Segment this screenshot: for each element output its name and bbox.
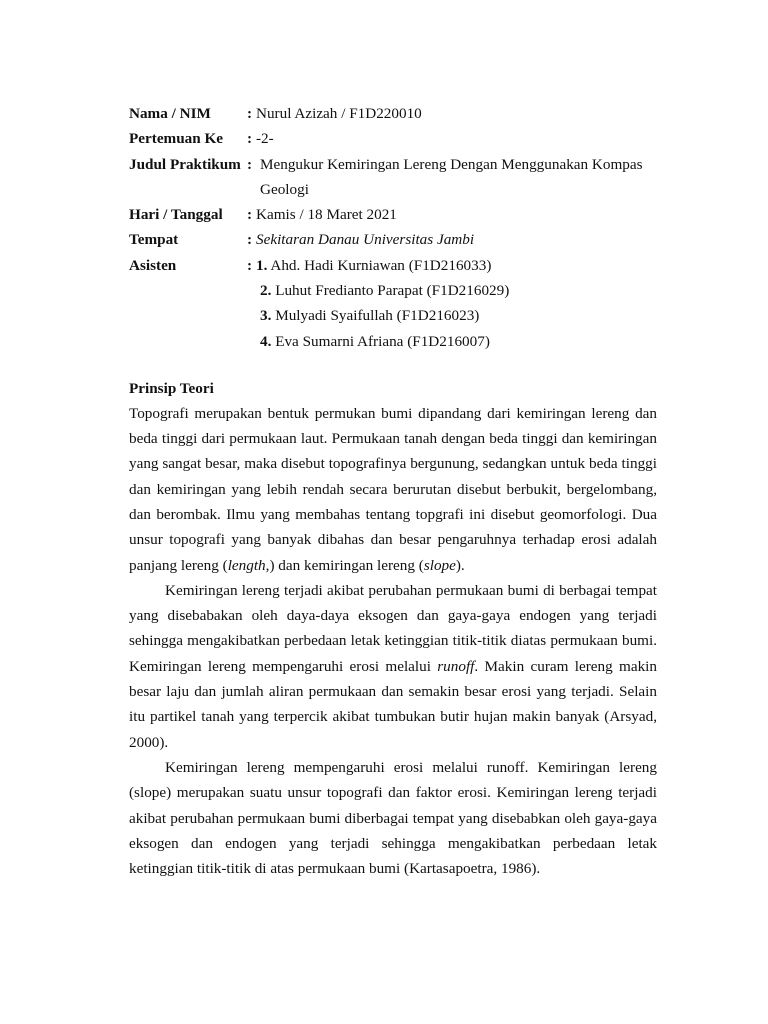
paragraph-1 xyxy=(129,401,657,578)
colon: : xyxy=(247,105,253,122)
asisten-number: 4. xyxy=(260,332,272,350)
nama-value: Nurul Azizah / F1D220010 xyxy=(256,105,422,122)
asisten-item xyxy=(256,253,491,278)
paragraph-2-text-2: . Makin curam lereng makin besar laju dan jumlah aliran permukaan dan semakin besar erosi yang terjadi. Selain itu partikel tanah yang terpercik akibat tumbukan butir hujan makin banyak (Arsyad, 2000). xyxy=(129,657,657,751)
asisten-number: 3. xyxy=(260,307,272,325)
paragraph-2-text: Kemiringan lereng terjadi akibat perubahan permukaan bumi di berbagai tempat yang disebabakan oleh daya-daya eksogen dan gaya-gaya endogen yang terjadi sehingga mengakibatkan perbedaan letak ketinggian titik-titik diatas permukaan bumi. Kemiringan lereng mempengaruhi erosi melalui xyxy=(129,581,657,675)
asisten-item xyxy=(260,303,479,328)
header-row-nama xyxy=(129,101,669,126)
header-row-judul-cont xyxy=(129,177,669,202)
pertemuan-label: Pertemuan Ke xyxy=(129,130,224,148)
term-length: length xyxy=(227,556,266,574)
colon: : xyxy=(247,256,253,274)
header-row-asisten-3 xyxy=(129,303,669,328)
paragraph-1-text-2: ,) dan kemiringan lereng ( xyxy=(265,556,424,574)
paragraph-1-text: Topografi merupakan bentuk permukan bumi dipandang dari kemiringan lereng dan beda tinggi dari permukaan laut. Permukaan tanah dengan beda tinggi dan kemiringan yang sangat besar, maka disebut topografinya bergunung, sedangkan untuk beda tinggi dan kemiringan yang lebih rendah secara berurutan disebut berbukit, bergelombang, dan berombak. Ilmu yang membahas tentang topgrafi ini disebut geomorfologi. Dua unsur topografi yang banyak dibahas dan besar pengaruhnya terhadap erosi adalah panjang lereng ( xyxy=(129,404,657,574)
asisten-name: Mulyadi Syaifullah (F1D216023) xyxy=(275,307,480,325)
judul-value: Mengukur Kemiringan Lereng Dengan Menggunakan Kompas xyxy=(260,155,643,173)
judul-value-cont: Geologi xyxy=(260,180,309,198)
colon: : xyxy=(247,130,253,148)
tempat-value: Sekitaran Danau Universitas Jambi xyxy=(256,231,475,249)
asisten-number: 2. xyxy=(260,282,272,300)
nama-label: Nama / NIM xyxy=(129,105,211,122)
asisten-name: Luhut Fredianto Parapat (F1D216029) xyxy=(275,282,510,300)
header-row-asisten-4 xyxy=(129,329,669,354)
asisten-name: Eva Sumarni Afriana (F1D216007) xyxy=(275,332,490,350)
header-row-hari xyxy=(129,202,669,227)
asisten-name: Ahd. Hadi Kurniawan (F1D216033) xyxy=(270,256,492,274)
asisten-label: Asisten xyxy=(129,256,177,274)
report-header xyxy=(129,101,669,354)
asisten-item xyxy=(260,329,490,354)
judul-label: Judul Praktikum xyxy=(129,155,241,173)
colon: : xyxy=(247,206,253,224)
term-runoff: runoff xyxy=(437,657,475,675)
term-slope: slope xyxy=(423,556,456,574)
hari-label: Hari / Tanggal xyxy=(129,206,223,224)
section-title: Prinsip Teori xyxy=(129,379,214,397)
header-row-asisten xyxy=(129,253,669,278)
colon: : xyxy=(247,155,253,173)
pertemuan-value: -2- xyxy=(256,130,274,148)
header-row-pertemuan xyxy=(129,126,669,151)
header-row-judul xyxy=(129,152,669,177)
prinsip-teori-section xyxy=(129,376,657,882)
paragraph-3: Kemiringan lereng mempengaruhi erosi melalui runoff. Kemiringan lereng (slope) merupakan suatu unsur topografi dan faktor erosi. Kemiringan lereng terjadi akibat perubahan permukaan bumi diberbagai tempat yang disebabkan oleh gaya-gaya eksogen dan endogen yang terjadi sehingga mengakibatkan perbedaan letak ketinggian titik-titik di atas permukaan bumi (Kartasapoetra, 1986). xyxy=(129,758,657,878)
asisten-item xyxy=(260,278,509,303)
tempat-label: Tempat xyxy=(129,231,179,249)
asisten-number: 1. xyxy=(256,256,268,274)
paragraph-1-end: ). xyxy=(455,556,465,574)
header-row-tempat xyxy=(129,227,669,252)
header-row-asisten-2 xyxy=(129,278,669,303)
paragraph-2 xyxy=(129,578,657,755)
colon: : xyxy=(247,231,253,249)
hari-value: Kamis / 18 Maret 2021 xyxy=(256,206,397,224)
